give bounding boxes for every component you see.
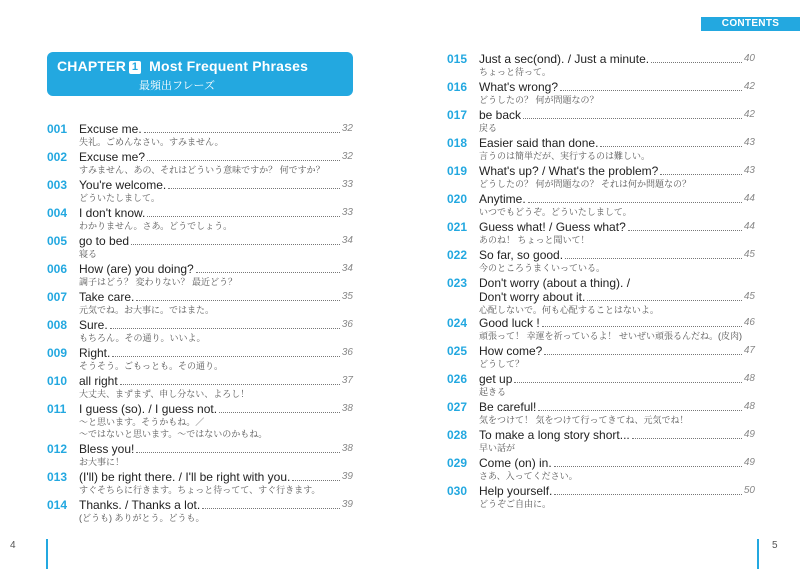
japanese-translation: 早い話が [479,443,516,453]
japanese-translation: 戻る [479,123,498,133]
english-phrase: Take care. [79,290,135,304]
dot-leader [120,384,340,385]
japanese-translation: 起きる [479,387,507,397]
japanese-translation: 気をつけて！ 気をつけて行ってきてね、元気でね！ [479,415,689,425]
english-phrase: What's wrong? [479,80,558,94]
dot-leader [136,452,340,453]
dot-leader [544,354,742,355]
entry-line [479,52,755,66]
entry-line [79,318,353,332]
page-reference[interactable]: 40 [743,53,755,64]
japanese-translation: 頑張って！ 幸運を祈っているよ！ せいぜい頑張るんだね。(皮肉) [479,331,742,341]
entry-line [479,316,755,330]
dot-leader [144,132,340,133]
entry-line [79,234,353,248]
entry-number: 017 [447,108,468,122]
entry-line [79,206,353,220]
japanese-translation: そうそう。ごもっとも。その通り。 [79,361,224,371]
japanese-translation: (どうも) ありがとう。どうも。 [79,513,205,523]
dot-leader [131,244,340,245]
english-phrase: Come (on) in. [479,456,552,470]
right-edge-bar [757,539,759,569]
dot-leader [628,230,742,231]
english-phrase: (I'll) be right there. / I'll be right with you. [79,470,291,484]
entry-line [79,290,353,304]
page-reference[interactable]: 32 [341,123,353,134]
entry-line [479,428,755,442]
page-reference[interactable]: 47 [743,345,755,356]
dot-leader [554,494,742,495]
entry-number: 025 [447,344,468,358]
page-reference[interactable]: 39 [341,499,353,510]
japanese-translation: いつでもどうぞ。どういたしまして。 [479,207,632,217]
english-phrase: Right. [79,346,111,360]
english-phrase: get up [479,372,513,386]
entry-line [479,192,755,206]
entry-line [79,470,353,484]
entry-number: 003 [47,178,68,192]
english-phrase: Be careful! [479,400,537,414]
chapter-header [47,52,353,96]
entry-line [479,80,755,94]
entry-line [479,290,755,304]
entry-line [479,456,755,470]
page-number-left: 4 [10,540,16,551]
dot-leader [560,90,742,91]
english-phrase: How (are) you doing? [79,262,194,276]
entry-number: 004 [47,206,68,220]
page-reference[interactable]: 46 [743,317,755,328]
japanese-translation: どうしたの？ 何が問題なの？ それは何か問題なの？ [479,179,692,189]
entry-line [79,402,353,416]
english-phrase: Help yourself. [479,484,553,498]
page-reference[interactable]: 45 [743,249,755,260]
entry-number: 006 [47,262,68,276]
page-reference[interactable]: 34 [341,235,353,246]
dot-leader [542,326,742,327]
dot-leader [651,62,742,63]
english-phrase: Good luck ! [479,316,540,330]
english-phrase: Guess what! / Guess what? [479,220,626,234]
dot-leader [219,412,340,413]
chapter-number-badge: 1 [129,61,141,74]
entry-number: 030 [447,484,468,498]
english-phrase: Thanks. / Thanks a lot. [79,498,201,512]
entry-number: 024 [447,316,468,330]
dot-leader [136,300,340,301]
entry-number: 013 [47,470,68,484]
japanese-translation: 寝る [79,249,98,259]
dot-leader [587,300,742,301]
page-reference[interactable]: 33 [341,179,353,190]
entry-number: 009 [47,346,68,360]
entry-number: 027 [447,400,468,414]
entry-number: 010 [47,374,68,388]
japanese-translation: どうぞご自由に。 [479,499,552,509]
entry-line [479,108,755,122]
entry-line [479,372,755,386]
entry-number: 005 [47,234,68,248]
english-phrase: be back [479,108,522,122]
entry-line [479,344,755,358]
japanese-translation: 言うのは簡単だが、実行するのは難しい。 [479,151,651,161]
page-reference[interactable]: 44 [743,193,755,204]
page-reference[interactable]: 44 [743,221,755,232]
chapter-subtitle: 最頻出フレーズ [139,80,216,92]
japanese-translation: 〜ではないと思います。〜ではないのかもね。 [79,429,268,439]
japanese-translation: どうして？ [479,359,525,369]
page-reference[interactable]: 34 [341,263,353,274]
dot-leader [112,356,340,357]
entry-line [79,262,353,276]
english-phrase: How come? [479,344,543,358]
entry-number: 015 [447,52,468,66]
japanese-translation: 調子はどう？ 変わりない？ 最近どう？ [79,277,238,287]
dot-leader [147,216,340,217]
entry-number: 029 [447,456,468,470]
entry-line [479,220,755,234]
entry-number: 011 [47,402,67,416]
dot-leader [554,466,742,467]
dot-leader [523,118,742,119]
page-reference[interactable]: 50 [743,485,755,496]
dot-leader [632,438,742,439]
entry-line [479,164,755,178]
contents-tab[interactable]: CONTENTS [701,17,800,31]
page-reference[interactable]: 36 [341,319,353,330]
english-phrase: Excuse me? [79,150,146,164]
entry-number: 007 [47,290,68,304]
japanese-translation: どうしたの？ 何が問題なの？ [479,95,599,105]
dot-leader [514,382,742,383]
entry-line [79,346,353,360]
english-phrase: Just a sec(ond). / Just a minute. [479,52,650,66]
page-reference[interactable]: 42 [743,81,755,92]
page-reference[interactable]: 38 [341,403,353,414]
dot-leader [660,174,742,175]
entry-number: 001 [47,122,68,136]
japanese-translation: さあ、入ってください。 [479,471,578,481]
page-reference[interactable]: 45 [743,291,755,302]
english-phrase: Anytime. [479,192,526,206]
japanese-translation: 心配しないで。何も心配することはないよ。 [479,305,659,315]
entry-number: 008 [47,318,68,332]
dot-leader [196,272,340,273]
entry-line [79,442,353,456]
dot-leader [147,160,340,161]
english-phrase-continued: Don't worry about it. [479,290,586,304]
chapter-title: Most Frequent Phrases [149,58,309,74]
page-reference[interactable]: 35 [341,291,353,302]
dot-leader [538,410,742,411]
english-phrase: What's up? / What's the problem? [479,164,659,178]
entry-line [79,122,353,136]
english-phrase: Sure. [79,318,108,332]
entry-number: 022 [447,248,468,262]
dot-leader [528,202,742,203]
page-reference[interactable]: 48 [743,401,755,412]
japanese-translation: 元気でね。お大事に。ではまた。 [79,305,215,315]
page-reference[interactable]: 43 [743,137,755,148]
english-phrase: You're welcome. [79,178,167,192]
entry-number: 023 [447,276,468,290]
page-reference[interactable]: 37 [341,375,353,386]
entry-number: 018 [447,136,468,150]
left-edge-bar [46,539,48,569]
entry-number: 002 [47,150,68,164]
english-phrase: Bless you! [79,442,135,456]
page-reference[interactable]: 43 [743,165,755,176]
entry-line [79,150,353,164]
english-phrase: I don't know. [79,206,146,220]
page-reference[interactable]: 33 [341,207,353,218]
japanese-translation: お大事に！ [79,457,125,467]
japanese-translation: 大丈夫、まずまず、申し分ない、よろし！ [79,389,250,399]
dot-leader [292,480,340,481]
entry-line [479,248,755,262]
entry-line [479,136,755,150]
english-phrase: Don't worry (about a thing). / [479,276,631,290]
japanese-translation: あのね！ ちょっと聞いて！ [479,235,590,245]
entry-number: 019 [447,164,468,178]
english-phrase: go to bed [79,234,130,248]
english-phrase: all right [79,374,118,388]
dot-leader [202,508,340,509]
page-reference[interactable]: 48 [743,373,755,384]
entry-line [79,178,353,192]
page-reference[interactable]: 49 [743,457,755,468]
chapter-heading [57,58,308,74]
english-phrase: Excuse me. [79,122,142,136]
japanese-translation: もちろん。その通り。いいよ。 [79,333,206,343]
english-phrase: So far, so good. [479,248,564,262]
english-phrase: To make a long story short... [479,428,630,442]
japanese-translation: ちょっと待って。 [479,67,551,77]
dot-leader [110,328,340,329]
entry-line [479,484,755,498]
entry-number: 028 [447,428,468,442]
entry-number: 016 [447,80,468,94]
entry-line [479,400,755,414]
dot-leader [565,258,742,259]
japanese-translation: わかりません。さあ。どうでしょう。 [79,221,233,231]
page-reference[interactable]: 49 [743,429,755,440]
dot-leader [168,188,340,189]
entry-number: 021 [447,220,468,234]
entry-number: 020 [447,192,468,206]
dot-leader [600,146,741,147]
entry-number: 026 [447,372,468,386]
english-phrase: Easier said than done. [479,136,599,150]
english-phrase: I guess (so). / I guess not. [79,402,218,416]
japanese-translation: 今のところうまくいっている。 [479,263,606,273]
page-reference[interactable]: 39 [341,471,353,482]
japanese-translation: すみません、あの、それはどういう意味ですか？ 何ですか？ [79,165,325,175]
page-reference[interactable]: 38 [341,443,353,454]
entry-line [479,276,755,290]
entry-number: 012 [47,442,68,456]
japanese-translation: すぐそちらに行きます。ちょっと待ってて、すぐ行きます。 [79,485,321,495]
japanese-translation: 失礼。ごめんなさい。すみません。 [79,137,224,147]
japanese-translation: どういたしまして。 [79,193,160,203]
entry-number: 014 [47,498,68,512]
entry-line [79,498,353,512]
japanese-translation: 〜と思います。そうかもね。／ [79,417,205,427]
page-reference[interactable]: 32 [341,151,353,162]
page-reference[interactable]: 36 [341,347,353,358]
page-number-right: 5 [772,540,778,551]
page-reference[interactable]: 42 [743,109,755,120]
entry-line [79,374,353,388]
chapter-label: CHAPTER [57,58,127,74]
